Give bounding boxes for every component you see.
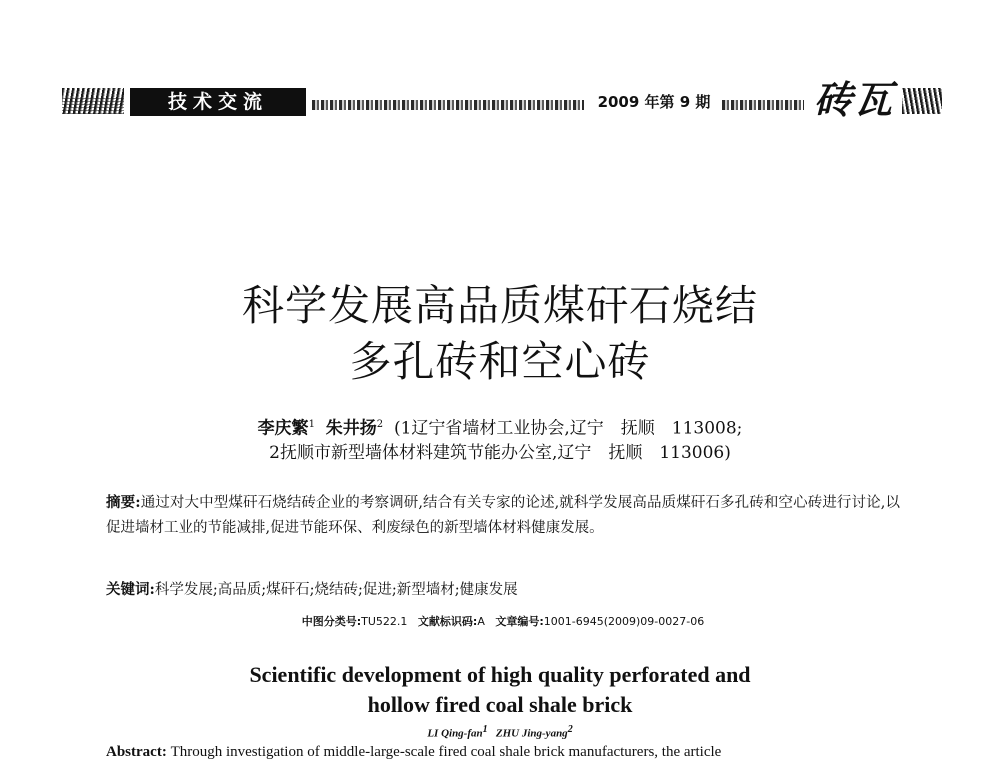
clc-value: TU522.1 — [361, 615, 408, 628]
keywords-cn-text: 科学发展;高品质;煤矸石;烧结砖;促进;新型墙材;健康发展 — [154, 582, 518, 598]
header-rule-right — [722, 100, 804, 110]
affiliation-1: (1辽宁省墙材工业协会,辽宁 抚顺 113008; — [393, 418, 743, 439]
article-number-value: 1001-6945(2009)09-0027-06 — [543, 615, 705, 628]
title-en-line1: Scientific development of high quality perforated and — [249, 662, 751, 687]
abstract-cn-text: 通过对大中型煤矸石烧结砖企业的考察调研,结合有关专家的论述,就科学发展高品质煤矸石多孔砖和空心砖进行讨论,以促进墙材工业的节能减排,促进节能环保、利废绿色的新型墙体材料健康发展。 — [106, 495, 900, 536]
doc-code-value: A — [477, 615, 485, 628]
article-title-cn — [100, 278, 900, 390]
author1-en: LI Qing-fan — [427, 727, 483, 740]
clc-label: 中图分类号: — [301, 615, 362, 628]
abstract-cn-label: 摘要: — [106, 494, 141, 511]
journal-logo: 砖瓦 — [813, 77, 894, 122]
classification-line — [106, 613, 900, 631]
header-ornament-left — [62, 88, 124, 114]
author1-sup: 1 — [308, 419, 315, 430]
affiliation-2: 2抚顺市新型墙体材料建筑节能办公室,辽宁 抚顺 113006) — [269, 443, 731, 463]
author1-en-sup: 1 — [482, 724, 488, 735]
keywords-cn — [106, 578, 900, 602]
authors-cn — [100, 412, 900, 442]
author2-en: ZHU Jing-yang — [495, 727, 568, 740]
header-rule-left — [312, 100, 584, 110]
doc-code-label: 文献标识码: — [417, 615, 478, 628]
author2-sup: 2 — [376, 419, 384, 430]
abstract-en-text: Through investigation of middle-large-scale fired coal shale brick manufacturers, the article — [170, 744, 722, 760]
article-number-label: 文章编号: — [495, 615, 544, 628]
article-title-en — [100, 660, 900, 720]
author2-name: 朱井扬 — [325, 418, 377, 439]
authors-en — [100, 722, 900, 742]
keywords-cn-label: 关键词: — [106, 581, 155, 598]
title-cn-line1: 科学发展高品质煤矸石烧结 — [241, 281, 758, 330]
abstract-en — [106, 742, 906, 762]
issue-number: 2009 年第 9 期 — [597, 93, 711, 111]
title-cn-line2: 多孔砖和空心砖 — [349, 337, 651, 386]
title-en-line2: hollow fired coal shale brick — [367, 692, 633, 717]
author1-name: 李庆繁 — [257, 418, 309, 439]
abstract-cn — [106, 490, 900, 541]
section-label: 技术交流 — [130, 88, 306, 116]
header-ornament-right — [902, 88, 942, 114]
author2-en-sup: 2 — [567, 724, 573, 735]
abstract-en-label: Abstract: — [106, 744, 167, 760]
